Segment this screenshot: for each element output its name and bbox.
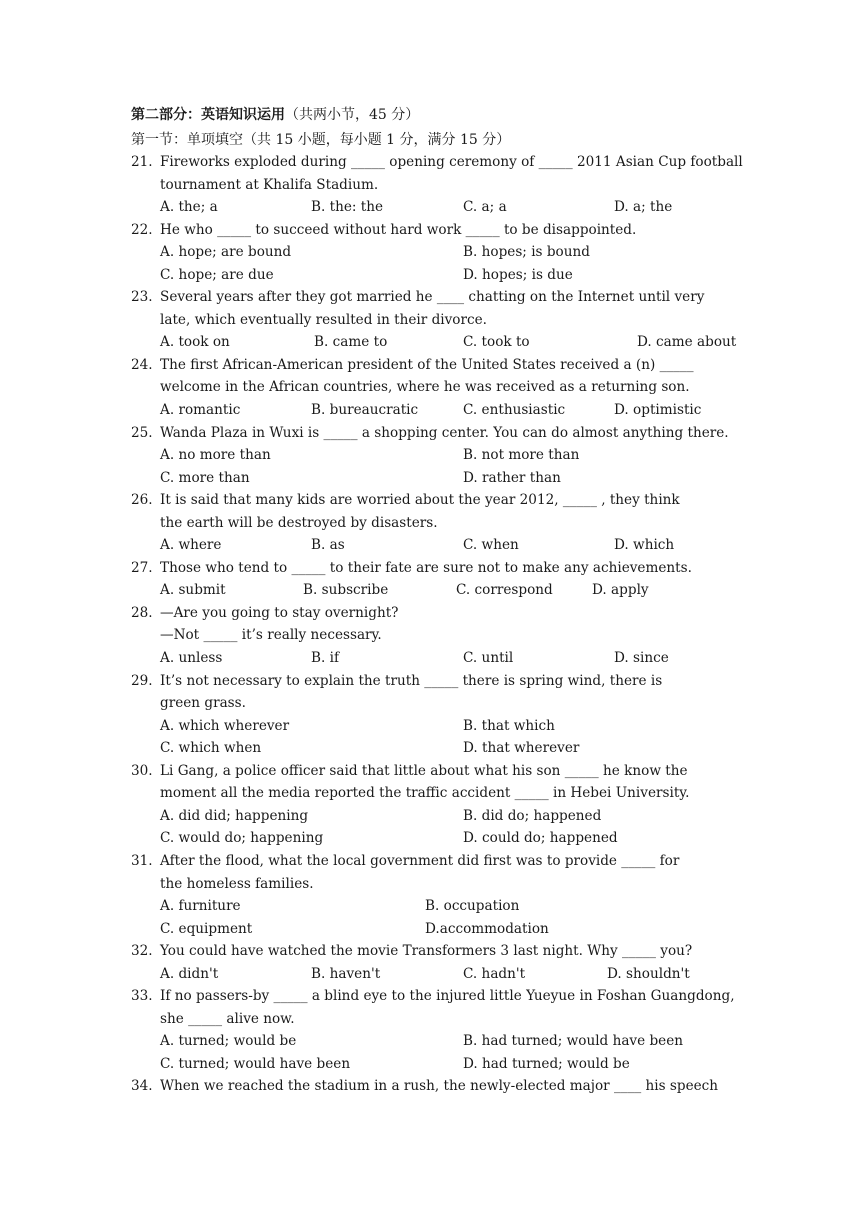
options-row (131, 444, 735, 467)
question-stem (131, 286, 735, 309)
question-text: When we reached the stadium in a rush, the newly-elected major ____ his speech (160, 1078, 719, 1095)
question-text: Fireworks exploded during _____ opening ceremony of _____ 2011 Asian Cup football (160, 154, 743, 170)
answer-option: A. where (160, 537, 222, 554)
answer-option: C. would do; happening (160, 830, 324, 847)
question-stem (131, 422, 735, 445)
question-item (131, 602, 735, 670)
answer-option: B. did do; happened (463, 807, 602, 824)
question-number: 26. (131, 492, 153, 509)
answer-option: A. didn't (160, 965, 219, 982)
answer-option: D. a; the (614, 199, 673, 216)
answer-option: A. hope; are bound (160, 244, 292, 261)
question-item (131, 489, 735, 557)
question-number: 28. (131, 604, 153, 621)
answer-option: C. when (463, 537, 519, 554)
answer-option: A. took on (160, 334, 230, 351)
options-row (131, 399, 735, 422)
options-row (131, 1053, 735, 1076)
answer-option: C. until (463, 650, 514, 667)
answer-option: A. did did; happening (160, 807, 309, 824)
options-row (131, 895, 735, 918)
answer-option: D. shouldn't (607, 965, 690, 982)
options-row (131, 264, 735, 287)
answer-option: B. hopes; is bound (463, 244, 590, 261)
question-number: 23. (131, 289, 153, 306)
answer-option: B. subscribe (303, 582, 389, 599)
question-text: —Are you going to stay overnight? (160, 604, 399, 621)
question-text-continued: she _____ alive now. (160, 1010, 295, 1027)
question-stem (131, 850, 735, 873)
answer-option: C. a; a (463, 199, 507, 216)
answer-option: D. which (614, 537, 675, 554)
question-text: The first African-American president of the United States received a (n) _____ (160, 356, 694, 373)
question-stem (131, 602, 735, 625)
answer-option: B. haven't (311, 965, 381, 982)
options-row (131, 918, 735, 941)
question-stem (131, 1075, 735, 1098)
section-title: 第一节：单项填空（共 15 小题，每小题 1 分，满分 15 分） (131, 132, 511, 148)
answer-option: A. submit (160, 582, 226, 599)
question-number: 33. (131, 988, 153, 1005)
question-stem (131, 557, 735, 580)
answer-option: D.accommodation (425, 920, 549, 937)
question-number: 25. (131, 424, 153, 441)
question-item (131, 850, 735, 940)
answer-option: A. unless (160, 650, 223, 667)
answer-option: C. took to (463, 334, 530, 351)
answer-option: B. if (311, 650, 340, 667)
question-text: Those who tend to _____ to their fate are sure not to make any achievements. (160, 559, 692, 576)
question-item (131, 985, 735, 1075)
question-text: It is said that many kids are worried about the year 2012, _____ , they think (160, 492, 680, 509)
answer-option: C. more than (160, 469, 250, 486)
options-row (131, 579, 735, 602)
question-stem (131, 670, 735, 693)
answer-option: D. could do; happened (463, 830, 618, 847)
question-number: 22. (131, 221, 153, 238)
answer-option: A. which wherever (160, 717, 290, 734)
question-text-continued: welcome in the African countries, where he was received as a returning son. (160, 379, 690, 396)
question-text-continued: late, which eventually resulted in their divorce. (160, 311, 487, 328)
options-row (131, 805, 735, 828)
question-number: 24. (131, 356, 153, 373)
answer-option: A. furniture (160, 898, 241, 915)
answer-option: C. correspond (456, 582, 553, 599)
options-row (131, 331, 735, 354)
options-row (131, 467, 735, 490)
question-stem (131, 489, 735, 512)
question-text: Wanda Plaza in Wuxi is _____ a shopping center. You can do almost anything there. (160, 424, 729, 441)
question-text: It’s not necessary to explain the truth _____ there is spring wind, there is (160, 672, 663, 689)
question-number: 21. (131, 154, 153, 170)
answer-option: B. the: the (311, 199, 384, 216)
options-row (131, 534, 735, 557)
answer-option: C. hope; are due (160, 266, 274, 283)
question-stem (131, 354, 735, 377)
answer-option: B. that which (463, 717, 555, 734)
answer-option: D. rather than (463, 469, 561, 486)
question-number: 27. (131, 559, 153, 576)
answer-option: C. enthusiastic (463, 402, 566, 419)
options-row (131, 241, 735, 264)
answer-option: D. since (614, 650, 669, 667)
answer-option: A. no more than (160, 447, 271, 464)
question-number: 30. (131, 762, 153, 779)
answer-option: D. apply (592, 582, 649, 599)
answer-option: C. turned; would have been (160, 1055, 351, 1072)
answer-option: A. turned; would be (160, 1033, 297, 1050)
question-text: Li Gang, a police officer said that little about what his son _____ he know the (160, 762, 688, 779)
question-item (131, 422, 735, 490)
question-text: You could have watched the movie Transformers 3 last night. Why _____ you? (160, 943, 693, 960)
question-number: 31. (131, 852, 153, 869)
answer-option: B. came to (314, 334, 388, 351)
question-item (131, 219, 735, 287)
part-title-note: （共两小节，45 分） (285, 107, 420, 123)
question-text: After the flood, what the local government did first was to provide _____ for (160, 852, 680, 869)
options-row (131, 963, 735, 986)
question-item (131, 557, 735, 602)
options-row (131, 1030, 735, 1053)
question-stem (131, 219, 735, 242)
answer-option: D. hopes; is due (463, 266, 573, 283)
options-row (131, 827, 735, 850)
question-text-continued: the homeless families. (160, 875, 314, 892)
question-number: 29. (131, 672, 153, 689)
question-text-continued: moment all the media reported the traffic accident _____ in Hebei University. (160, 785, 690, 802)
answer-option: B. not more than (463, 447, 580, 464)
answer-option: B. occupation (425, 898, 520, 915)
question-text: He who _____ to succeed without hard work _____ to be disappointed. (160, 221, 637, 238)
answer-option: D. optimistic (614, 402, 702, 419)
answer-option: D. that wherever (463, 740, 580, 757)
answer-option: C. hadn't (463, 965, 526, 982)
question-item (131, 151, 743, 219)
question-item (131, 286, 735, 354)
question-number: 32. (131, 943, 153, 960)
question-number: 34. (131, 1078, 153, 1095)
question-item (131, 940, 735, 985)
question-item (131, 760, 735, 850)
question-item (131, 670, 735, 760)
answer-option: D. had turned; would be (463, 1055, 630, 1072)
question-item (131, 354, 735, 422)
part-title-main: 第二部分：英语知识运用 (131, 107, 285, 123)
options-row (131, 737, 735, 760)
question-stem (131, 760, 735, 783)
question-text: Several years after they got married he ____ chatting on the Internet until very (160, 289, 705, 306)
options-row (131, 196, 735, 219)
question-stem (131, 940, 735, 963)
question-list (131, 151, 743, 1098)
options-row (131, 715, 735, 738)
answer-option: C. equipment (160, 920, 253, 937)
answer-option: B. bureaucratic (311, 402, 419, 419)
answer-option: C. which when (160, 740, 262, 757)
question-text-continued: —Not _____ it’s really necessary. (160, 627, 382, 644)
question-text-continued: green grass. (160, 695, 246, 712)
question-item (131, 1075, 735, 1098)
answer-option: A. romantic (160, 402, 241, 419)
question-text: If no passers-by _____ a blind eye to the injured little Yueyue in Foshan Guangdong, (160, 988, 735, 1005)
answer-option: B. had turned; would have been (463, 1033, 684, 1050)
question-stem (131, 985, 735, 1008)
part-title (131, 104, 419, 124)
question-text-continued: the earth will be destroyed by disasters. (160, 514, 438, 531)
answer-option: A. the; a (160, 199, 218, 216)
answer-option: B. as (311, 537, 345, 554)
answer-option: D. came about (637, 334, 737, 351)
question-stem (131, 151, 743, 174)
options-row (131, 647, 735, 670)
question-text-continued: tournament at Khalifa Stadium. (160, 176, 379, 193)
